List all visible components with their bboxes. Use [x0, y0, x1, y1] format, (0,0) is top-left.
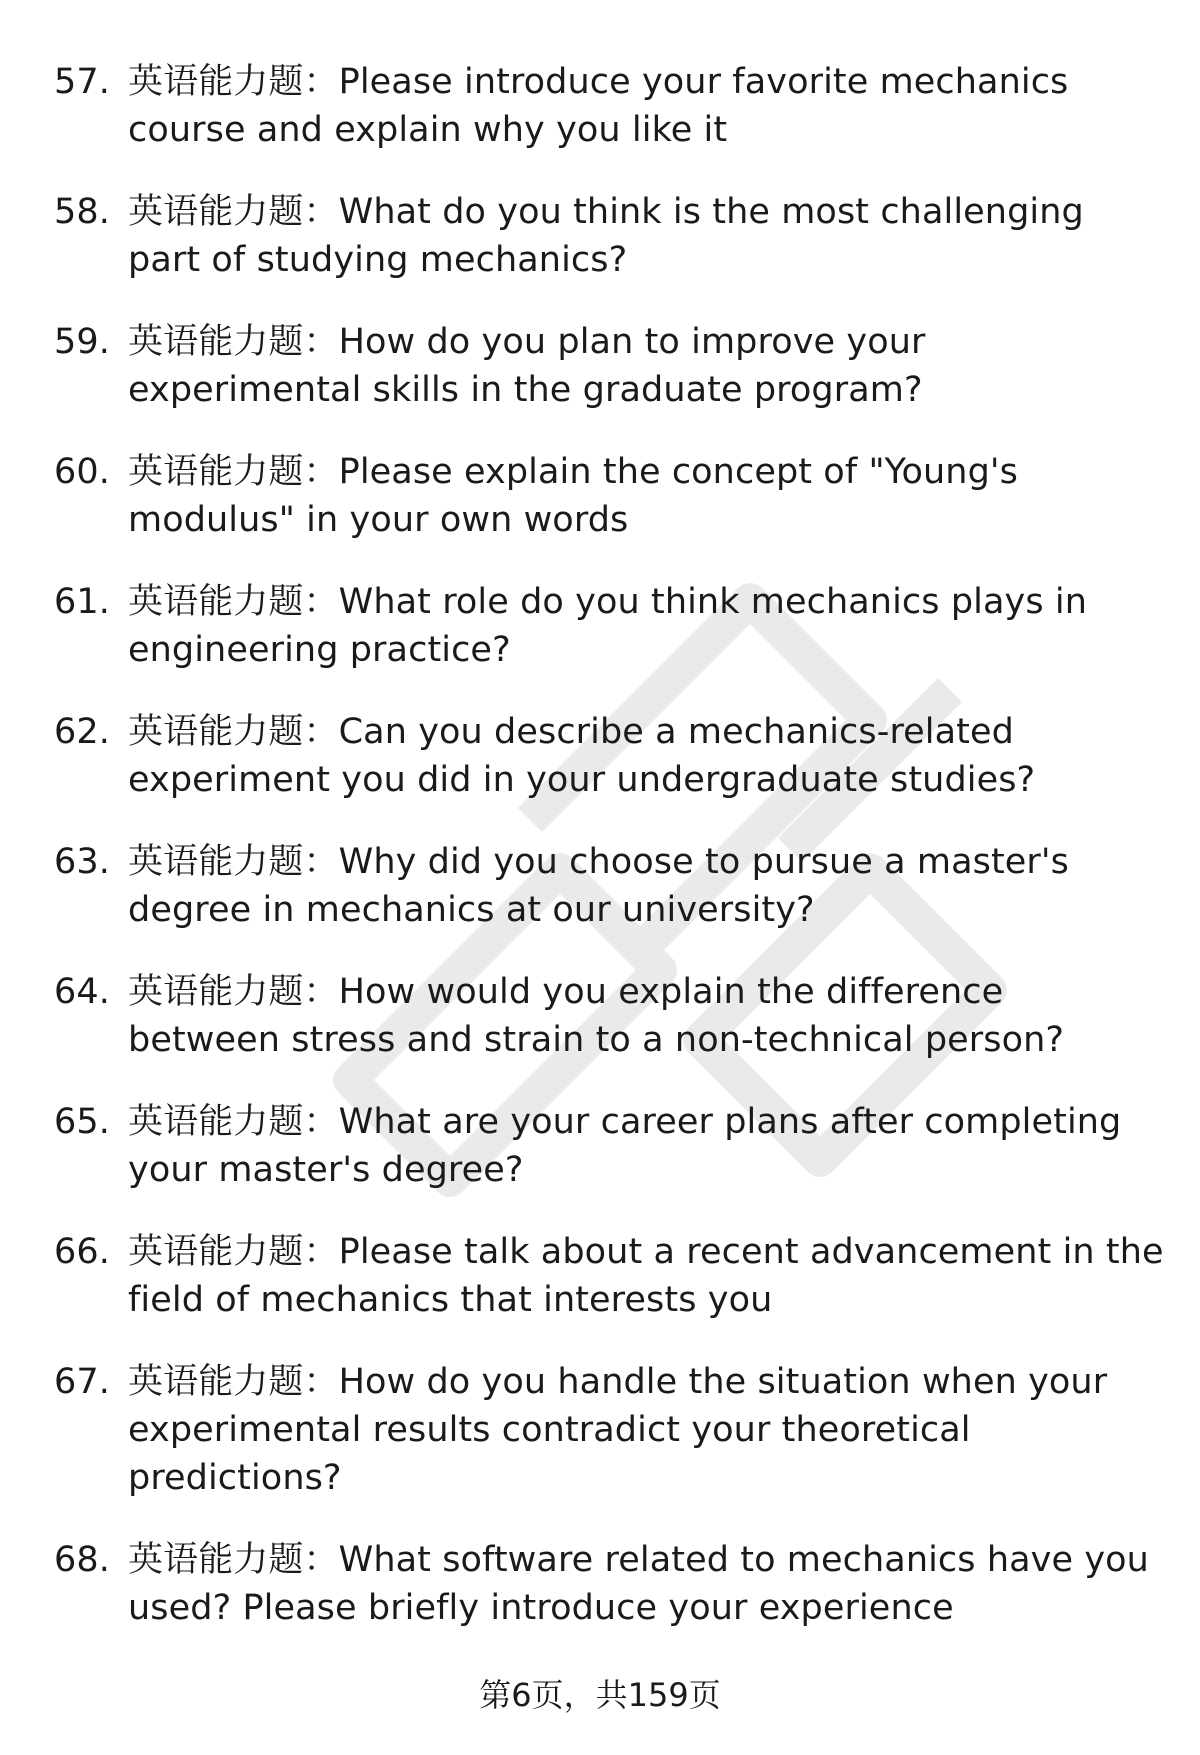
question-item — [54, 1358, 1164, 1502]
question-number: 65. — [54, 1102, 110, 1142]
question-number: 68. — [54, 1540, 110, 1580]
question-number: 60. — [54, 452, 110, 492]
question-item — [54, 968, 1164, 1064]
question-text: Please talk about a recent advancement in the field of mechanics that interests you — [128, 1232, 1164, 1320]
question-item — [54, 448, 1164, 544]
question-list — [54, 58, 1164, 1666]
question-number: 58. — [54, 192, 110, 232]
question-text: What role do you think mechanics plays in engineering practice? — [128, 582, 1087, 670]
question-number: 57. — [54, 62, 110, 102]
question-text: How do you handle the situation when your experimental results contradict your theoretical predictions? — [128, 1362, 1108, 1498]
question-text: Can you describe a mechanics-related experiment you did in your undergraduate studies? — [128, 712, 1036, 800]
question-tag: 英语能力题： — [128, 322, 339, 362]
question-tag: 英语能力题： — [128, 712, 339, 752]
question-text: How do you plan to improve your experimental skills in the graduate program? — [128, 322, 926, 410]
question-tag: 英语能力题： — [128, 582, 339, 622]
question-number: 59. — [54, 322, 110, 362]
question-text: What do you think is the most challenging part of studying mechanics? — [128, 192, 1084, 280]
question-tag: 英语能力题： — [128, 842, 339, 882]
question-number: 66. — [54, 1232, 110, 1272]
question-tag: 英语能力题： — [128, 1102, 339, 1142]
question-tag: 英语能力题： — [128, 1540, 339, 1580]
question-text: What are your career plans after completing your master's degree? — [128, 1102, 1122, 1190]
question-item — [54, 1536, 1164, 1632]
question-tag: 英语能力题： — [128, 972, 339, 1012]
question-number: 61. — [54, 582, 110, 622]
question-tag: 英语能力题： — [128, 1362, 339, 1402]
question-tag: 英语能力题： — [128, 1232, 339, 1272]
question-text: Please explain the concept of "Young's modulus" in your own words — [128, 452, 1018, 540]
question-item — [54, 318, 1164, 414]
question-item — [54, 578, 1164, 674]
question-item — [54, 1228, 1164, 1324]
question-text: How would you explain the difference between stress and strain to a non-technical person? — [128, 972, 1065, 1060]
question-text: Please introduce your favorite mechanics course and explain why you like it — [128, 62, 1069, 150]
question-text: What software related to mechanics have you used? Please briefly introduce your experience — [128, 1540, 1149, 1628]
question-item — [54, 838, 1164, 934]
question-item — [54, 1098, 1164, 1194]
question-item — [54, 58, 1164, 154]
question-tag: 英语能力题： — [128, 192, 339, 232]
question-item — [54, 708, 1164, 804]
page-indicator: 第6页，共159页 — [479, 1676, 721, 1714]
question-item — [54, 188, 1164, 284]
question-tag: 英语能力题： — [128, 452, 339, 492]
question-text: Why did you choose to pursue a master's degree in mechanics at our university? — [128, 842, 1069, 930]
question-number: 67. — [54, 1362, 110, 1402]
question-number: 62. — [54, 712, 110, 752]
question-tag: 英语能力题： — [128, 62, 339, 102]
question-number: 63. — [54, 842, 110, 882]
question-number: 64. — [54, 972, 110, 1012]
